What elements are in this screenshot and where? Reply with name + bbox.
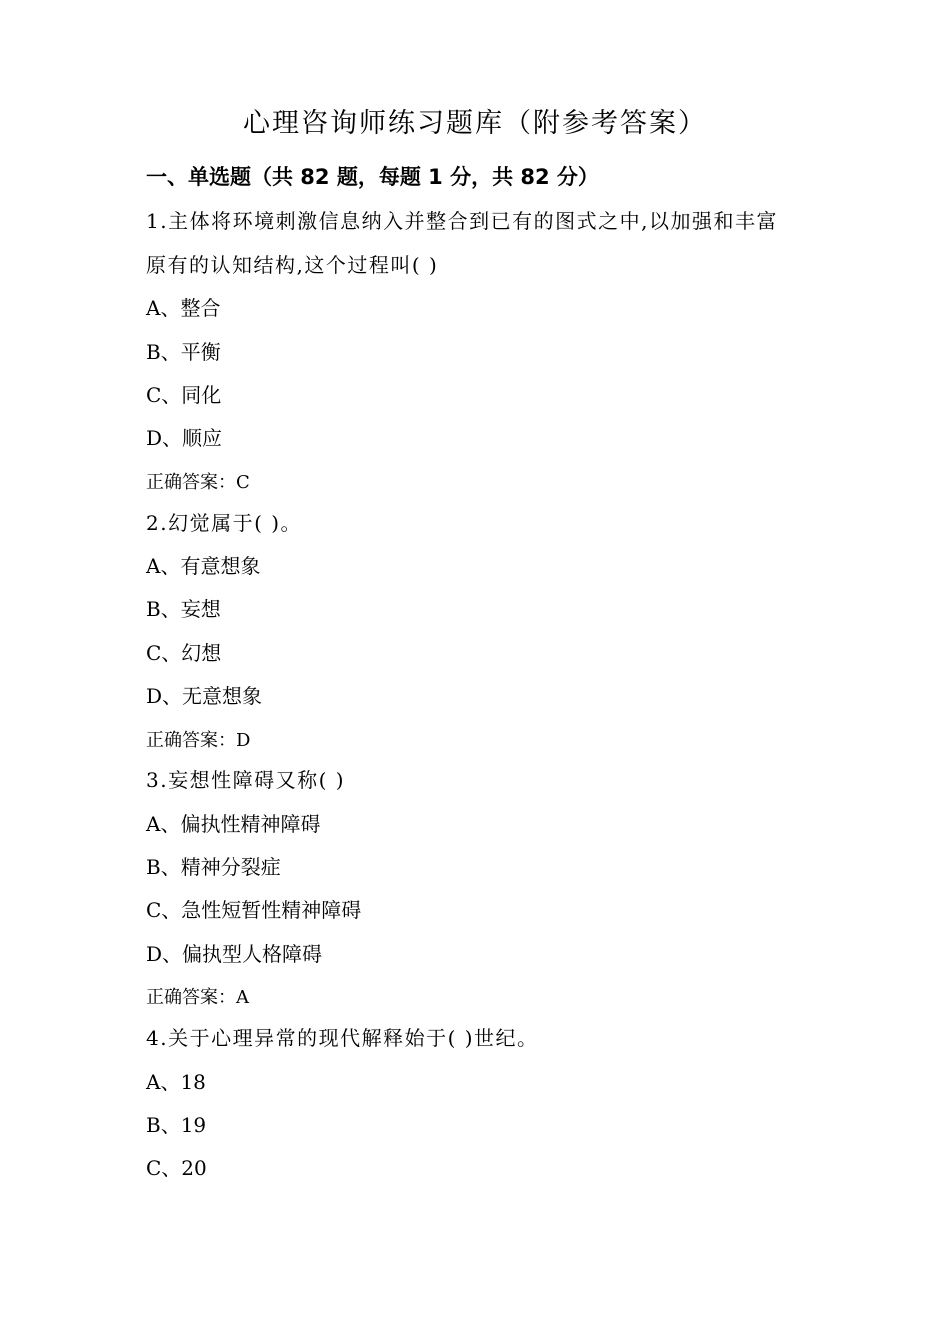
question-2-option-b: B、妄想 (146, 597, 221, 621)
question-3-option-c: C、急性短暂性精神障碍 (146, 898, 362, 922)
question-2-option-c: C、幻想 (146, 641, 222, 665)
question-4-option-c: C、20 (146, 1156, 207, 1180)
question-1-stem-line-1: 1.主体将环境刺激信息纳入并整合到已有的图式之中,以加强和丰富 (146, 209, 778, 233)
question-1-stem-line-2: 原有的认知结构,这个过程叫( ) (146, 253, 439, 277)
question-4-option-b: B、19 (146, 1113, 207, 1137)
document-title: 心理咨询师练习题库（附参考答案） (243, 108, 707, 139)
question-4-stem-line-1: 4.关于心理异常的现代解释始于( )世纪。 (146, 1026, 539, 1050)
question-3-option-a: A、偏执性精神障碍 (146, 812, 321, 836)
question-3-option-b: B、精神分裂症 (146, 855, 281, 879)
question-3-option-d: D、偏执型人格障碍 (146, 942, 323, 966)
question-4-option-a: A、18 (146, 1070, 206, 1094)
section-heading: 一、单选题（共 82 题，每题 1 分，共 82 分） (146, 165, 599, 189)
question-1-option-b: B、平衡 (146, 340, 221, 364)
question-3-answer: 正确答案：A (146, 987, 249, 1008)
question-1-answer: 正确答案：C (146, 472, 250, 493)
question-1-option-c: C、同化 (146, 383, 222, 407)
question-1-option-d: D、顺应 (146, 426, 223, 450)
question-2-answer: 正确答案：D (146, 730, 251, 751)
question-2-option-a: A、有意想象 (146, 554, 261, 578)
question-2-option-d: D、无意想象 (146, 684, 263, 708)
question-2-stem-line-1: 2.幻觉属于( )。 (146, 511, 303, 535)
question-1-option-a: A、整合 (146, 296, 221, 320)
question-3-stem-line-1: 3.妄想性障碍又称( ) (146, 768, 346, 792)
